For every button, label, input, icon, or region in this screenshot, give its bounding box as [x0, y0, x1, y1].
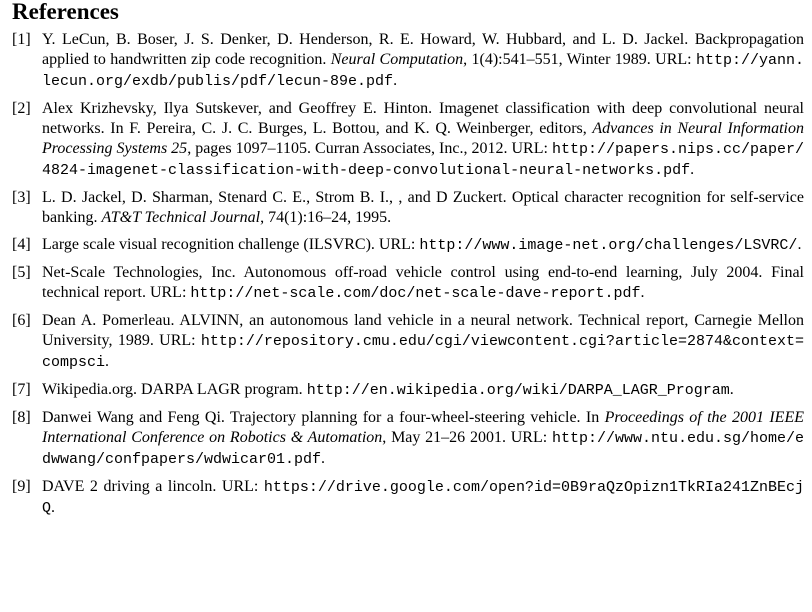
reference-number: [7] — [12, 381, 31, 398]
reference-text: . — [690, 161, 695, 178]
reference-body — [42, 236, 801, 253]
reference-number: [4] — [12, 236, 31, 253]
reference-venue: Advances in Neural Information Processing Systems 25 — [42, 120, 805, 157]
reference-number: [9] — [12, 478, 31, 495]
reference-text: . — [797, 236, 802, 253]
reference-number: [8] — [12, 409, 31, 426]
reference-body — [42, 381, 734, 398]
reference-number: [3] — [12, 189, 31, 206]
reference-text: Wikipedia.org. DARPA LAGR program. — [42, 381, 307, 398]
reference-url[interactable]: http://papers.nips.cc/paper/4824-imagenet-classification-with-deep-convolutional-neural-networks.pdf — [42, 141, 804, 179]
reference-url[interactable]: http://yann.lecun.org/exdb/publis/pdf/lecun-89e.pdf — [42, 52, 804, 90]
reference-text: . — [105, 353, 110, 370]
reference-text: Danwei Wang and Feng Qi. Trajectory planning for a four-wheel-steering vehicle. In — [42, 409, 605, 426]
reference-entry — [12, 380, 804, 401]
reference-number: [6] — [12, 312, 31, 329]
reference-text: . — [51, 499, 56, 516]
reference-url[interactable]: http://www.image-net.org/challenges/LSVRC/ — [419, 237, 798, 254]
reference-url[interactable]: http://www.ntu.edu.sg/home/edwwang/confpapers/wdwicar01.pdf — [42, 430, 805, 468]
references-section — [12, 0, 804, 526]
reference-venue: Neural Computation — [330, 51, 464, 68]
reference-entry — [12, 408, 804, 470]
reference-entry — [12, 235, 804, 256]
reference-text: , 1(4):541–551, Winter 1989. URL: — [463, 51, 696, 68]
reference-body — [42, 100, 804, 178]
reference-text: Dean A. Pomerleau. ALVINN, an autonomous land vehicle in a neural network. Technical report, Carnegie Mellon University, 1989. URL: — [42, 312, 804, 349]
reference-body — [42, 189, 804, 226]
reference-url[interactable]: http://repository.cmu.edu/cgi/viewcontent.cgi?article=2874&context=compsci — [42, 333, 804, 371]
reference-body — [42, 478, 804, 516]
reference-text: . — [393, 72, 398, 89]
section-heading: References — [12, 0, 119, 24]
reference-text: L. D. Jackel, D. Sharman, Stenard C. E., Strom B. I., , and D Zuckert. Optical character recognition for self-service banking. — [42, 189, 804, 226]
reference-text: Large scale visual recognition challenge (ILSVRC). URL: — [42, 236, 420, 253]
reference-text: . — [321, 450, 326, 467]
reference-entry — [12, 30, 804, 92]
reference-text: Net-Scale Technologies, Inc. Autonomous off-road vehicle control using end-to-end learning, July 2004. Final technical report. URL: — [42, 264, 804, 301]
reference-entry — [12, 263, 804, 304]
reference-body — [42, 312, 804, 370]
reference-number: [5] — [12, 264, 31, 281]
reference-body — [42, 31, 804, 89]
reference-text: Y. LeCun, B. Boser, J. S. Denker, D. Henderson, R. E. Howard, W. Hubbard, and L. D. Jackel. Backpropagation applied to handwritten zip code recognition. — [42, 31, 804, 68]
reference-venue: AT&T Technical Journal — [101, 209, 261, 226]
reference-venue: Proceedings of the 2001 IEEE International Conference on Robotics & Automation — [42, 409, 804, 446]
reference-text: , 74(1):16–24, 1995. — [260, 209, 392, 226]
reference-number: [2] — [12, 100, 31, 117]
reference-entry — [12, 188, 804, 228]
reference-entry — [12, 311, 804, 373]
reference-list — [12, 30, 804, 519]
reference-body — [42, 409, 804, 467]
reference-text: Alex Krizhevsky, Ilya Sutskever, and Geoffrey E. Hinton. Imagenet classification with deep convolutional neural networks. In F. Pereira, C. J. C. Burges, L. Bottou, and K. Q. Weinberger, editors, — [42, 100, 804, 137]
reference-body — [42, 264, 804, 301]
reference-number: [1] — [12, 31, 31, 48]
reference-url[interactable]: https://drive.google.com/open?id=0B9raQzOpizn1TkRIa241ZnBEcjQ — [42, 479, 804, 517]
reference-entry — [12, 477, 804, 519]
reference-text: , May 21–26 2001. URL: — [382, 429, 552, 446]
reference-url[interactable]: http://en.wikipedia.org/wiki/DARPA_LAGR_Program — [306, 382, 730, 399]
reference-text: . — [729, 381, 734, 398]
reference-url[interactable]: http://net-scale.com/doc/net-scale-dave-report.pdf — [190, 285, 641, 302]
reference-entry — [12, 99, 804, 181]
reference-text: DAVE 2 driving a lincoln. URL: — [42, 478, 264, 495]
reference-text: , pages 1097–1105. Curran Associates, Inc., 2012. URL: — [187, 140, 552, 157]
reference-text: . — [640, 284, 645, 301]
